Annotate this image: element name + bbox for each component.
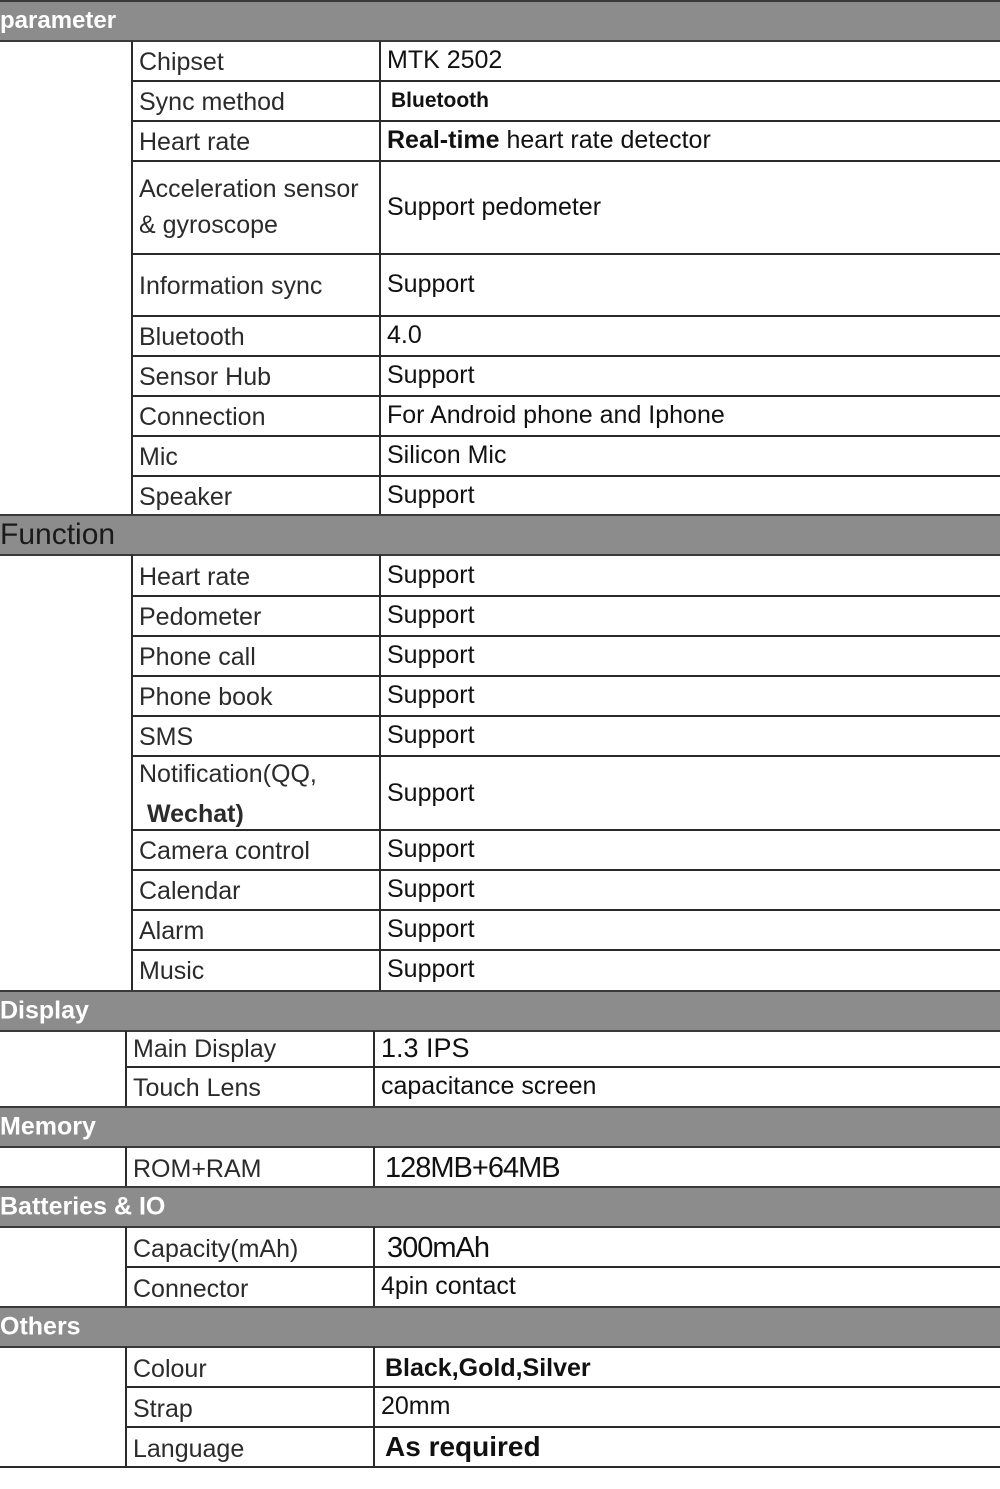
spec-value: Support [387, 680, 475, 709]
spec-label: Capacity(mAh) [133, 1234, 299, 1263]
spec-value: 4.0 [387, 320, 422, 349]
spec-value: Black,Gold,Silver [385, 1353, 591, 1382]
spec-label: Heart rate [139, 127, 251, 156]
column-divider [373, 1031, 375, 1107]
spec-value: As required [385, 1431, 541, 1462]
spec-label: Strap [133, 1394, 193, 1423]
row-divider [131, 475, 1000, 477]
spec-label: Speaker [139, 482, 233, 511]
spec-value: Support pedometer [387, 192, 602, 221]
spec-value: Support [387, 640, 475, 669]
spec-label: Phone book [139, 682, 273, 711]
section-title: Function [0, 518, 116, 551]
section-title: Memory [0, 1112, 96, 1141]
spec-label: Bluetooth [139, 322, 245, 351]
spec-value: Support [387, 360, 475, 389]
column-divider [125, 1147, 127, 1187]
column-divider [125, 1347, 127, 1468]
spec-value: capacitance screen [381, 1071, 597, 1100]
section-header-display [0, 990, 1000, 1032]
column-divider [125, 1031, 127, 1107]
spec-label-multiline [139, 758, 317, 830]
spec-value: 128MB+64MB [385, 1151, 560, 1184]
spec-value: 300mAh [387, 1231, 490, 1264]
spec-label: Chipset [139, 47, 224, 76]
section-title: Others [0, 1312, 81, 1341]
spec-label: ROM+RAM [133, 1154, 262, 1183]
spec-label: Touch Lens [133, 1073, 261, 1102]
spec-label: Sync method [139, 87, 285, 116]
spec-value-emphasis: Real-time [387, 125, 500, 154]
spec-value: 4pin contact [381, 1271, 516, 1300]
spec-label: Language [133, 1434, 245, 1463]
section-header-parameter [0, 0, 1000, 42]
spec-label-line: Wechat) [147, 800, 244, 828]
spec-value: Support [387, 914, 475, 943]
spec-value: Support [387, 600, 475, 629]
column-divider [373, 1147, 375, 1187]
spec-label: Calendar [139, 876, 241, 905]
row-divider [131, 949, 1000, 951]
spec-value: Support [387, 778, 475, 807]
spec-value: Support [387, 560, 475, 589]
spec-value: Support [387, 720, 475, 749]
spec-label: Connector [133, 1274, 249, 1303]
spec-label: Mic [139, 442, 178, 471]
section-header-memory [0, 1106, 1000, 1148]
spec-value: Silicon Mic [387, 440, 507, 469]
section-title: Display [0, 996, 89, 1025]
spec-label: Phone call [139, 642, 256, 671]
spec-value: Bluetooth [391, 89, 489, 112]
spec-label-line: Acceleration sensor [139, 175, 359, 203]
spec-value [387, 121, 711, 159]
row-divider [131, 635, 1000, 637]
section-title: Batteries & IO [0, 1192, 166, 1221]
spec-value: Support [387, 269, 475, 298]
spec-label: Alarm [139, 916, 205, 945]
spec-value: Support [387, 480, 475, 509]
row-divider [131, 253, 1000, 255]
spec-label-line: & gyroscope [139, 211, 278, 239]
section-header-function [0, 514, 1000, 556]
column-divider [373, 1347, 375, 1468]
row-divider [131, 909, 1000, 911]
column-divider [379, 555, 381, 992]
row-divider [131, 675, 1000, 677]
column-divider [379, 41, 381, 516]
spec-label-line: Notification(QQ, [139, 760, 317, 788]
column-divider [131, 41, 133, 516]
row-divider [131, 80, 1000, 82]
spec-value: 20mm [381, 1391, 451, 1420]
column-divider [131, 555, 133, 992]
spec-label: Pedometer [139, 602, 262, 631]
spec-label: Connection [139, 402, 266, 431]
row-divider [125, 1426, 1000, 1428]
spec-value: Support [387, 954, 475, 983]
section-header-others [0, 1306, 1000, 1348]
spec-label: Information sync [139, 271, 323, 300]
spec-label: Camera control [139, 836, 310, 865]
spec-value: Support [387, 874, 475, 903]
spec-label: Heart rate [139, 562, 251, 591]
row-divider [131, 595, 1000, 597]
section-header-batteries [0, 1186, 1000, 1228]
row-divider [131, 355, 1000, 357]
spec-label: Main Display [133, 1034, 277, 1063]
row-divider [131, 160, 1000, 162]
spec-label-multiline [139, 171, 359, 243]
spec-value: For Android phone and Iphone [387, 400, 725, 429]
spec-label: Music [139, 956, 205, 985]
spec-label: Colour [133, 1354, 207, 1383]
spec-label: Sensor Hub [139, 362, 272, 391]
spec-value: Support [387, 834, 475, 863]
spec-value: 1.3 IPS [381, 1032, 470, 1063]
spec-label: SMS [139, 722, 194, 751]
spec-value-rest: heart rate detector [499, 125, 711, 154]
section-title: parameter [0, 7, 117, 34]
row-divider [131, 315, 1000, 317]
spec-value: MTK 2502 [387, 45, 503, 74]
